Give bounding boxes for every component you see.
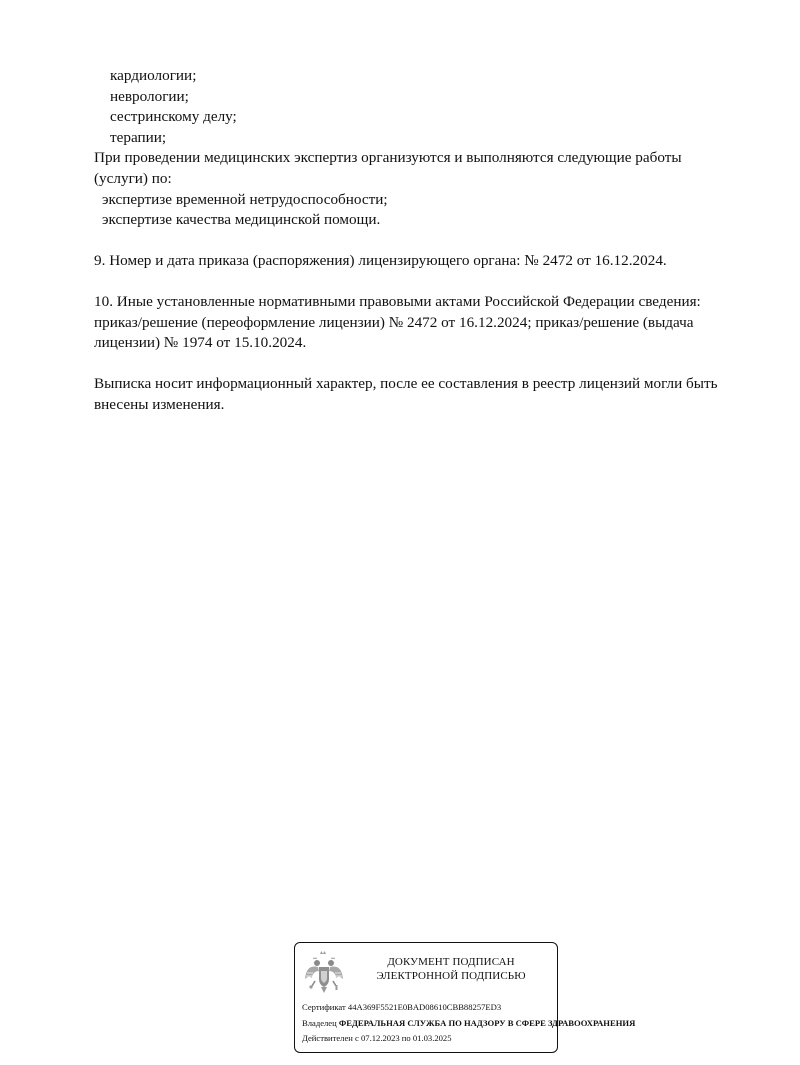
body-text-line: Выписка носит информационный характер, после ее составления в реестр лицензий могли быть — [94, 375, 718, 393]
stamp-title-line-1: ДОКУМЕНТ ПОДПИСАН — [387, 956, 515, 968]
stamp-title — [353, 955, 549, 983]
stamp-owner-label: Владелец — [302, 1018, 337, 1028]
stamp-validity-text: Действителен с 07.12.2023 по 01.03.2025 — [302, 1033, 452, 1043]
electronic-signature-stamp — [294, 942, 636, 1053]
body-text-line: экспертизе временной нетрудоспособности; — [102, 190, 388, 208]
paragraph-spacer — [94, 354, 764, 374]
body-text-line: внесены изменения. — [94, 395, 225, 413]
paragraph-spacer — [94, 272, 764, 292]
paragraph-spacer — [94, 231, 764, 251]
stamp-validity-row — [302, 1033, 452, 1044]
body-text-line: сестринскому делу; — [110, 108, 237, 126]
stamp-certificate-label: Сертификат — [302, 1002, 346, 1012]
document-body — [94, 66, 764, 415]
body-text-line: лицензии) № 1974 от 15.10.2024. — [94, 334, 307, 352]
stamp-certificate-row — [302, 1002, 501, 1013]
stamp-title-line-2: ЭЛЕКТРОННОЙ ПОДПИСЬЮ — [376, 970, 526, 982]
body-text-line: экспертизе качества медицинской помощи. — [102, 211, 381, 229]
body-text-line: 10. Иные установленные нормативными правовыми актами Российской Федерации сведения: — [94, 293, 701, 311]
body-text-line: 9. Номер и дата приказа (распоряжения) лицензирующего органа: № 2472 от 16.12.2024. — [94, 252, 667, 270]
body-text-line: кардиологии; — [110, 67, 197, 84]
body-text-line: неврологии; — [110, 87, 189, 105]
stamp-certificate-value: 44A369F5521E0BAD08610CBB88257ED3 — [347, 1002, 502, 1012]
double-headed-eagle-emblem-icon — [304, 949, 344, 995]
body-text-line: терапии; — [110, 128, 167, 146]
body-text-line: приказ/решение (переоформление лицензии) № 2472 от 16.12.2024; приказ/решение (выдача — [94, 313, 694, 331]
body-text-line: (услуги) по: — [94, 169, 172, 187]
body-text-line: При проведении медицинских экспертиз организуются и выполняются следующие работы — [94, 149, 682, 167]
stamp-owner-value: ФЕДЕРАЛЬНАЯ СЛУЖБА ПО НАДЗОРУ В СФЕРЕ ЗДРАВООХРАНЕНИЯ — [338, 1018, 636, 1028]
stamp-owner-row — [302, 1018, 635, 1029]
